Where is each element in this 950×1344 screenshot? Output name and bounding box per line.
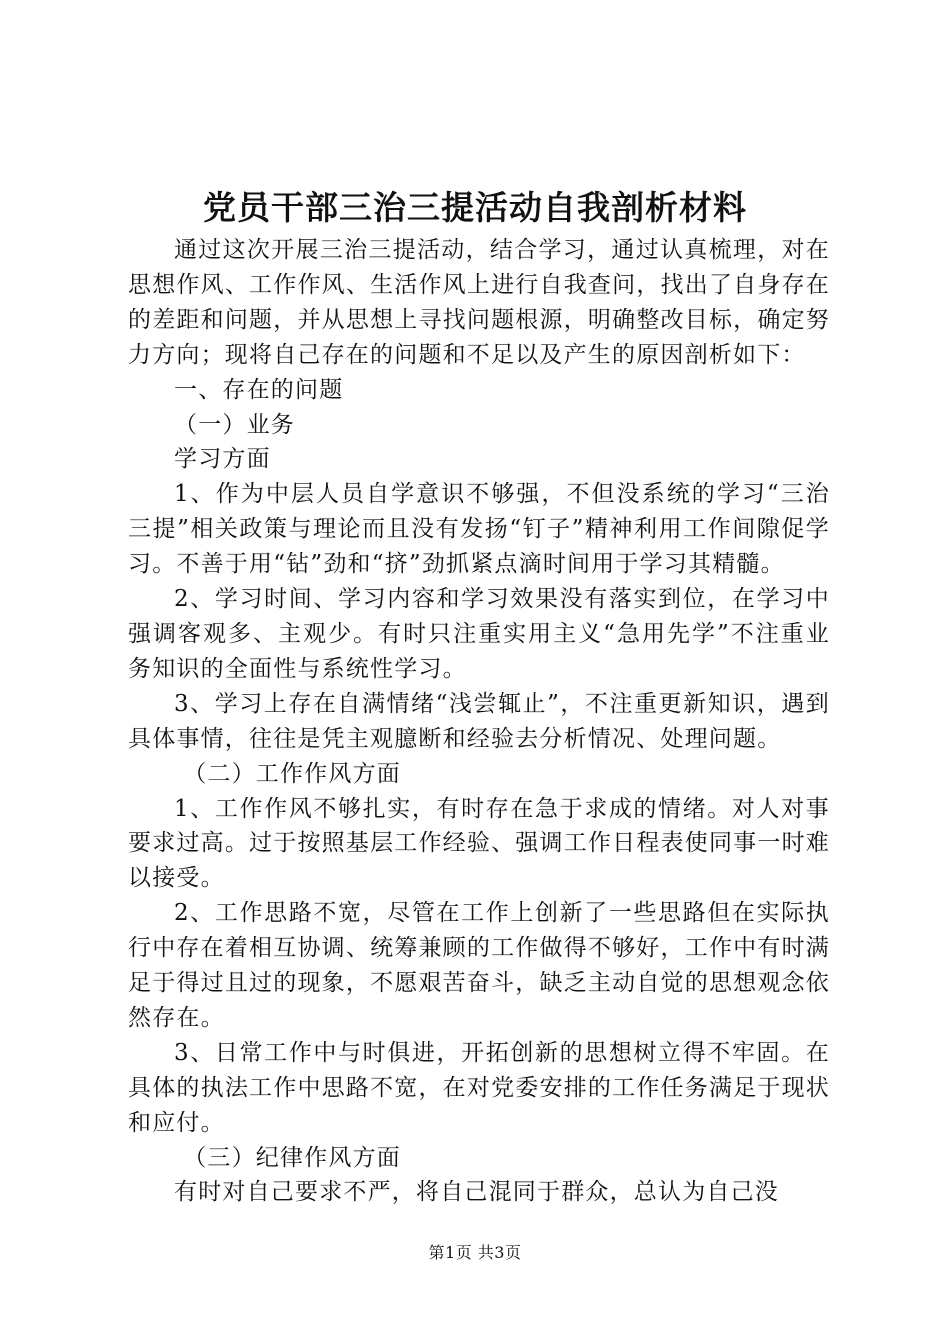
topic-heading-study: 学习方面 (174, 446, 271, 473)
section-heading-problems: 一、存在的问题 (174, 376, 344, 403)
study-item-3: 3、学习上存在自满情绪“浅尝辄止”，不注重更新知识，遇到具体事情，往往是凭主观臆断和经验去分析情况、处理问题。 (128, 690, 830, 752)
work-style-item-1: 1、工作作风不够扎实，有时存在急于求成的情绪。对人对事要求过高。过于按照基层工作经验、强调工作日程表使同事一时难以接受。 (128, 795, 830, 892)
subsection-heading-business: （一）业务 (174, 411, 295, 438)
subsection-heading-discipline: （三）纪律作风方面 (183, 1144, 401, 1171)
document-title: 党员干部三治三提活动自我剖析材料 (203, 188, 747, 227)
work-style-item-2: 2、工作思路不宽，尽管在工作上创新了一些思路但在实际执行中存在着相互协调、统筹兼顾的工作做得不够好，工作中有时满足于得过且过的现象，不愿艰苦奋斗，缺乏主动自觉的思想观念依然存在。 (128, 900, 830, 1031)
subsection-heading-work-style: （二）工作作风方面 (183, 760, 401, 787)
discipline-paragraph: 有时对自己要求不严，将自己混同于群众，总认为自己没 (174, 1179, 779, 1206)
study-item-2: 2、学习时间、学习内容和学习效果没有落实到位，在学习中强调客观多、主观少。有时只注重实用主义“急用先学”不注重业务知识的全面性与系统性学习。 (128, 586, 830, 682)
intro-paragraph: 通过这次开展三治三提活动，结合学习，通过认真梳理，对在思想作风、工作作风、生活作风上进行自我查问，找出了自身存在的差距和问题，并从思想上寻找问题根源，明确整改目标，确定努力方向；现将自己存在的问题和不足以及产生的原因剖析如下： (128, 237, 830, 368)
work-style-item-3: 3、日常工作中与时俱进，开拓创新的思想树立得不牢固。在具体的执法工作中思路不宽，在对党委安排的工作任务满足于现状和应付。 (128, 1039, 830, 1136)
page-footer: 第1页 共3页 (428, 1243, 522, 1262)
study-item-1: 1、作为中层人员自学意识不够强，不但没系统的学习“三治三提”相关政策与理论而且没有发扬“钉子”精神利用工作间隙促学习。不善于用“钻”劲和“挤”劲抓紧点滴时间用于学习其精髓。 (128, 481, 830, 578)
document-body (128, 233, 830, 1210)
